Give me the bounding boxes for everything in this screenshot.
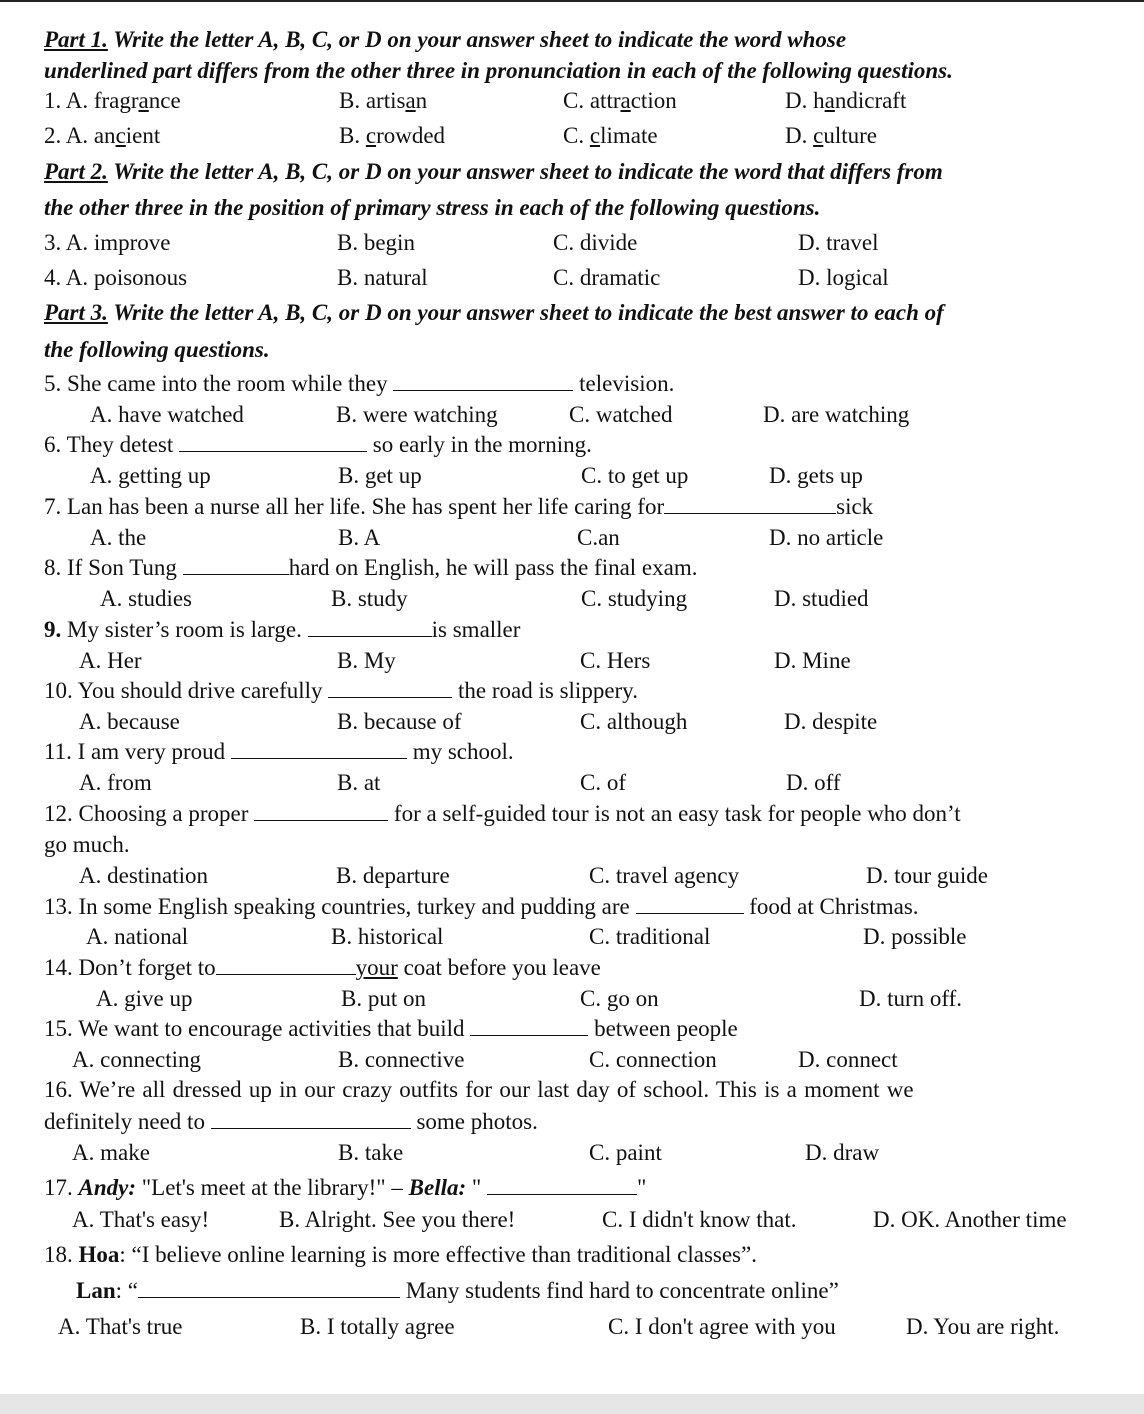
q2-option-b (339, 121, 445, 151)
q18-quote2-open: : “ (115, 1278, 138, 1303)
q6-stem-post: so early in the morning. (367, 432, 592, 457)
q17-quote2-open: " (466, 1175, 488, 1200)
q2-a-underlined: c (115, 123, 126, 148)
q1-number: 1. (44, 88, 66, 113)
q2-a-part1: A. an (65, 123, 116, 148)
q14-stem-post: coat before you leave (397, 955, 601, 980)
q8-option-d[interactable]: D. studied (774, 586, 869, 611)
q16-stem-post: some photos. (410, 1109, 538, 1134)
q8-option-b[interactable]: B. study (331, 586, 408, 611)
q16-blank[interactable] (211, 1108, 411, 1129)
q8-option-c[interactable]: C. studying (581, 586, 688, 611)
q9-number: 9. (44, 617, 62, 642)
part2-text1: Write the letter A, B, C, or D on your answer sheet to indicate the word that differs from (107, 159, 943, 184)
q1-option-d (785, 86, 906, 116)
q1-b-part1: B. artis (339, 88, 406, 113)
q13-stem-post: food at Christmas. (743, 894, 919, 919)
q2-d-part1: D. (785, 123, 814, 148)
q17-quote1: "Let's meet at the library!" – (136, 1175, 409, 1200)
q12-blank[interactable] (254, 800, 388, 821)
q2-option-d (785, 121, 877, 151)
q14-blank[interactable] (216, 954, 356, 975)
q11-option-c[interactable]: C. of (580, 770, 626, 795)
q17-quote2-close: " (637, 1175, 647, 1200)
q11-option-d[interactable]: D. off (786, 770, 841, 795)
q7-stem-post: sick (836, 494, 874, 519)
q1-c-part1: C. attr (563, 88, 621, 113)
q18-blank[interactable] (138, 1277, 400, 1298)
bottom-scroll-band (0, 1394, 1144, 1414)
q13-blank[interactable] (636, 893, 744, 914)
q10-option-d[interactable]: D. despite (784, 709, 878, 734)
q17-speaker-bella: Bella: (408, 1175, 467, 1200)
q8-stem-pre: 8. If Son Tung (44, 555, 183, 580)
q6-stem (44, 430, 592, 460)
q17-stem (44, 1173, 646, 1203)
q12-option-d[interactable]: D. tour guide (866, 863, 989, 888)
q11-stem-post: my school. (406, 739, 514, 764)
q12-stem-line2: go much. (44, 832, 130, 857)
q7-blank[interactable] (664, 493, 836, 514)
q2-d-part2: ulture (823, 123, 877, 148)
q13-stem-pre: 13. In some English speaking countries, turkey and pudding are (44, 894, 636, 919)
q15-stem-pre: 15. We want to encourage activities that build (44, 1016, 471, 1041)
q2-number: 2. (44, 123, 66, 148)
q14-option-d[interactable]: D. turn off. (859, 986, 963, 1011)
q10-stem-post: the road is slippery. (452, 678, 638, 703)
q2-c-part1: C. (563, 123, 590, 148)
q1-c-part2: ction (630, 88, 677, 113)
q9-stem-post: is smaller (431, 617, 521, 642)
q11-stem (44, 737, 514, 767)
part2-label: Part 2. (44, 159, 108, 184)
q2-option-c (563, 121, 658, 151)
q8-stem (44, 553, 698, 583)
q17-blank[interactable] (487, 1174, 637, 1195)
part3-text1: Write the letter A, B, C, or D on your answer sheet to indicate the best answer to each of (107, 300, 944, 325)
q2-b-part1: B. (339, 123, 366, 148)
q10-option-b[interactable]: B. because of (337, 709, 462, 734)
q16-option-c[interactable]: C. paint (589, 1140, 662, 1165)
q8-blank[interactable] (183, 554, 289, 575)
q7-option-b[interactable]: B. A (338, 525, 381, 550)
q13-stem (44, 892, 919, 922)
q18-quote2-post: Many students find hard to concentrate online” (400, 1278, 839, 1303)
q15-stem-post: between people (588, 1016, 738, 1041)
q18-option-c[interactable]: C. I don't agree with you (608, 1314, 836, 1339)
q1-b-underlined: a (405, 88, 416, 113)
q9-option-a[interactable]: A. Her (79, 648, 142, 673)
q5-stem (44, 369, 674, 399)
q13-option-a[interactable]: A. national (86, 924, 189, 949)
q17-number: 17. (44, 1175, 79, 1200)
q11-stem-pre: 11. I am very proud (44, 739, 231, 764)
part1-instruction-line1 (44, 25, 846, 55)
q12-option-c[interactable]: C. travel agency (589, 863, 740, 888)
q16-option-b[interactable]: B. take (338, 1140, 404, 1165)
part2-instruction-line1 (44, 157, 943, 187)
q5-stem-pre: 5. She came into the room while they (44, 371, 394, 396)
q8-option-a[interactable]: A. studies (100, 586, 192, 611)
q18-speaker-hoa: Hoa (78, 1242, 120, 1267)
q2-a-part2: ient (125, 123, 161, 148)
q12-stem-pre: 12. Choosing a proper (44, 801, 255, 826)
q1-option-a (44, 86, 181, 116)
q6-blank[interactable] (179, 431, 367, 452)
q16-stem-line1: 16. We’re all dressed up in our crazy outfits for our last day of school. This is a moment we (44, 1077, 914, 1102)
q16-stem-pre: definitely need to (44, 1109, 211, 1134)
q5-option-b[interactable]: B. were watching (336, 402, 498, 427)
q18-quote1: : “I believe online learning is more effective than traditional classes”. (119, 1242, 757, 1267)
q5-option-c[interactable]: C. watched (569, 402, 673, 427)
q4-option-d: D. logical (798, 265, 889, 290)
q16-stem-line2 (44, 1107, 538, 1137)
q1-option-b (339, 86, 427, 116)
q1-c-underlined: a (620, 88, 631, 113)
q9-option-d[interactable]: D. Mine (774, 648, 851, 673)
q6-option-c[interactable]: C. to get up (581, 463, 689, 488)
q10-blank[interactable] (328, 677, 452, 698)
q18-option-a[interactable]: A. That's true (58, 1314, 183, 1339)
q7-option-d[interactable]: D. no article (769, 525, 884, 550)
q18-stem (44, 1240, 757, 1270)
q8-stem-post: hard on English, he will pass the final exam. (288, 555, 698, 580)
q3-option-a: 3. A. improve (44, 230, 171, 255)
q1-option-c (563, 86, 677, 116)
q13-option-c[interactable]: C. traditional (589, 924, 711, 949)
q7-option-a[interactable]: A. the (90, 525, 147, 550)
q5-option-a[interactable]: A. have watched (90, 402, 244, 427)
q9-option-c[interactable]: C. Hers (580, 648, 651, 673)
part3-instruction-line1 (44, 298, 944, 328)
q15-stem (44, 1014, 738, 1044)
q4-option-c: C. dramatic (553, 265, 661, 290)
q17-speaker-andy: Andy: (78, 1175, 136, 1200)
q1-a-underlined: a (138, 88, 149, 113)
q10-option-a[interactable]: A. because (79, 709, 180, 734)
q10-stem (44, 676, 638, 706)
q14-stem-pre: 14. Don’t forget to (44, 955, 216, 980)
q7-stem (44, 492, 873, 522)
q11-blank[interactable] (231, 738, 407, 759)
q15-option-d[interactable]: D. connect (798, 1047, 898, 1072)
q3-option-b: B. begin (337, 230, 415, 255)
q11-option-b[interactable]: B. at (337, 770, 381, 795)
q14-option-b[interactable]: B. put on (341, 986, 426, 1011)
q14-option-c[interactable]: C. go on (580, 986, 659, 1011)
q18-response-line (76, 1276, 839, 1306)
q13-option-d[interactable]: D. possible (863, 924, 967, 949)
q4-option-a: 4. A. poisonous (44, 265, 188, 290)
q12-option-b[interactable]: B. departure (336, 863, 450, 888)
q10-stem-pre: 10. You should drive carefully (44, 678, 329, 703)
q15-option-c[interactable]: C. connection (589, 1047, 717, 1072)
part1-text1: Write the letter A, B, C, or D on your answer sheet to indicate the word whose (107, 27, 847, 52)
q11-option-a[interactable]: A. from (79, 770, 152, 795)
q14-option-a[interactable]: A. give up (96, 986, 193, 1011)
q4-option-b: B. natural (337, 265, 428, 290)
q3-option-d: D. travel (798, 230, 879, 255)
q18-option-b[interactable]: B. I totally agree (300, 1314, 455, 1339)
q17-option-a[interactable]: A. That's easy! (72, 1207, 210, 1232)
q12-stem (44, 799, 961, 829)
q1-a-part1: A. fragr (65, 88, 139, 113)
q2-b-part2: rowded (376, 123, 446, 148)
q2-d-underlined: c (813, 123, 824, 148)
q6-option-b[interactable]: B. get up (338, 463, 422, 488)
q1-a-part2: nce (148, 88, 181, 113)
q2-b-underlined: c (365, 123, 377, 148)
part1-instruction-line2: underlined part differs from the other three in pronunciation in each of the following questions. (44, 58, 953, 83)
part1-label: Part 1. (44, 27, 108, 52)
q1-d-part1: D. h (785, 88, 825, 113)
q2-c-part2: limate (600, 123, 658, 148)
q7-option-c[interactable]: C.an (577, 525, 620, 550)
q3-option-c: C. divide (553, 230, 638, 255)
q9-stem-pre: My sister’s room is large. (61, 617, 308, 642)
q7-stem-pre: 7. Lan has been a nurse all her life. She has spent her life caring for (44, 494, 665, 519)
q1-d-underlined: a (824, 88, 835, 113)
q12-option-a[interactable]: A. destination (79, 863, 209, 888)
q5-blank[interactable] (393, 370, 573, 391)
q5-option-d[interactable]: D. are watching (763, 402, 910, 427)
q9-blank[interactable] (308, 616, 432, 637)
q15-option-a[interactable]: A. connecting (72, 1047, 202, 1072)
q15-blank[interactable] (470, 1015, 588, 1036)
q17-option-d[interactable]: D. OK. Another time (873, 1207, 1067, 1232)
q5-stem-post: television. (573, 371, 675, 396)
q14-underlined-word: your (355, 955, 398, 980)
q2-c-underlined: c (589, 123, 601, 148)
part3-label: Part 3. (44, 300, 108, 325)
q6-option-a[interactable]: A. getting up (90, 463, 211, 488)
q9-option-b[interactable]: B. My (337, 648, 396, 673)
q13-option-b[interactable]: B. historical (331, 924, 444, 949)
q15-option-b[interactable]: B. connective (338, 1047, 465, 1072)
q16-option-d[interactable]: D. draw (805, 1140, 880, 1165)
part2-instruction-line2: the other three in the position of primary stress in each of the following questions. (44, 195, 821, 220)
q1-b-part2: n (415, 88, 428, 113)
q12-stem-post: for a self-guided tour is not an easy task for people who don’t (388, 801, 961, 826)
q6-stem-pre: 6. They detest (44, 432, 179, 457)
q18-speaker-lan: Lan (76, 1278, 116, 1303)
q6-option-d[interactable]: D. gets up (769, 463, 863, 488)
q2-option-a (44, 121, 160, 151)
q17-option-b[interactable]: B. Alright. See you there! (279, 1207, 516, 1232)
q18-number: 18. (44, 1242, 79, 1267)
q14-stem (44, 953, 601, 983)
q10-option-c[interactable]: C. although (580, 709, 688, 734)
q17-option-c[interactable]: C. I didn't know that. (602, 1207, 797, 1232)
q9-stem (44, 615, 520, 645)
part3-instruction-line2: the following questions. (44, 337, 270, 362)
q16-option-a[interactable]: A. make (72, 1140, 150, 1165)
q1-d-part2: ndicraft (834, 88, 907, 113)
q18-option-d[interactable]: D. You are right. (906, 1314, 1060, 1339)
